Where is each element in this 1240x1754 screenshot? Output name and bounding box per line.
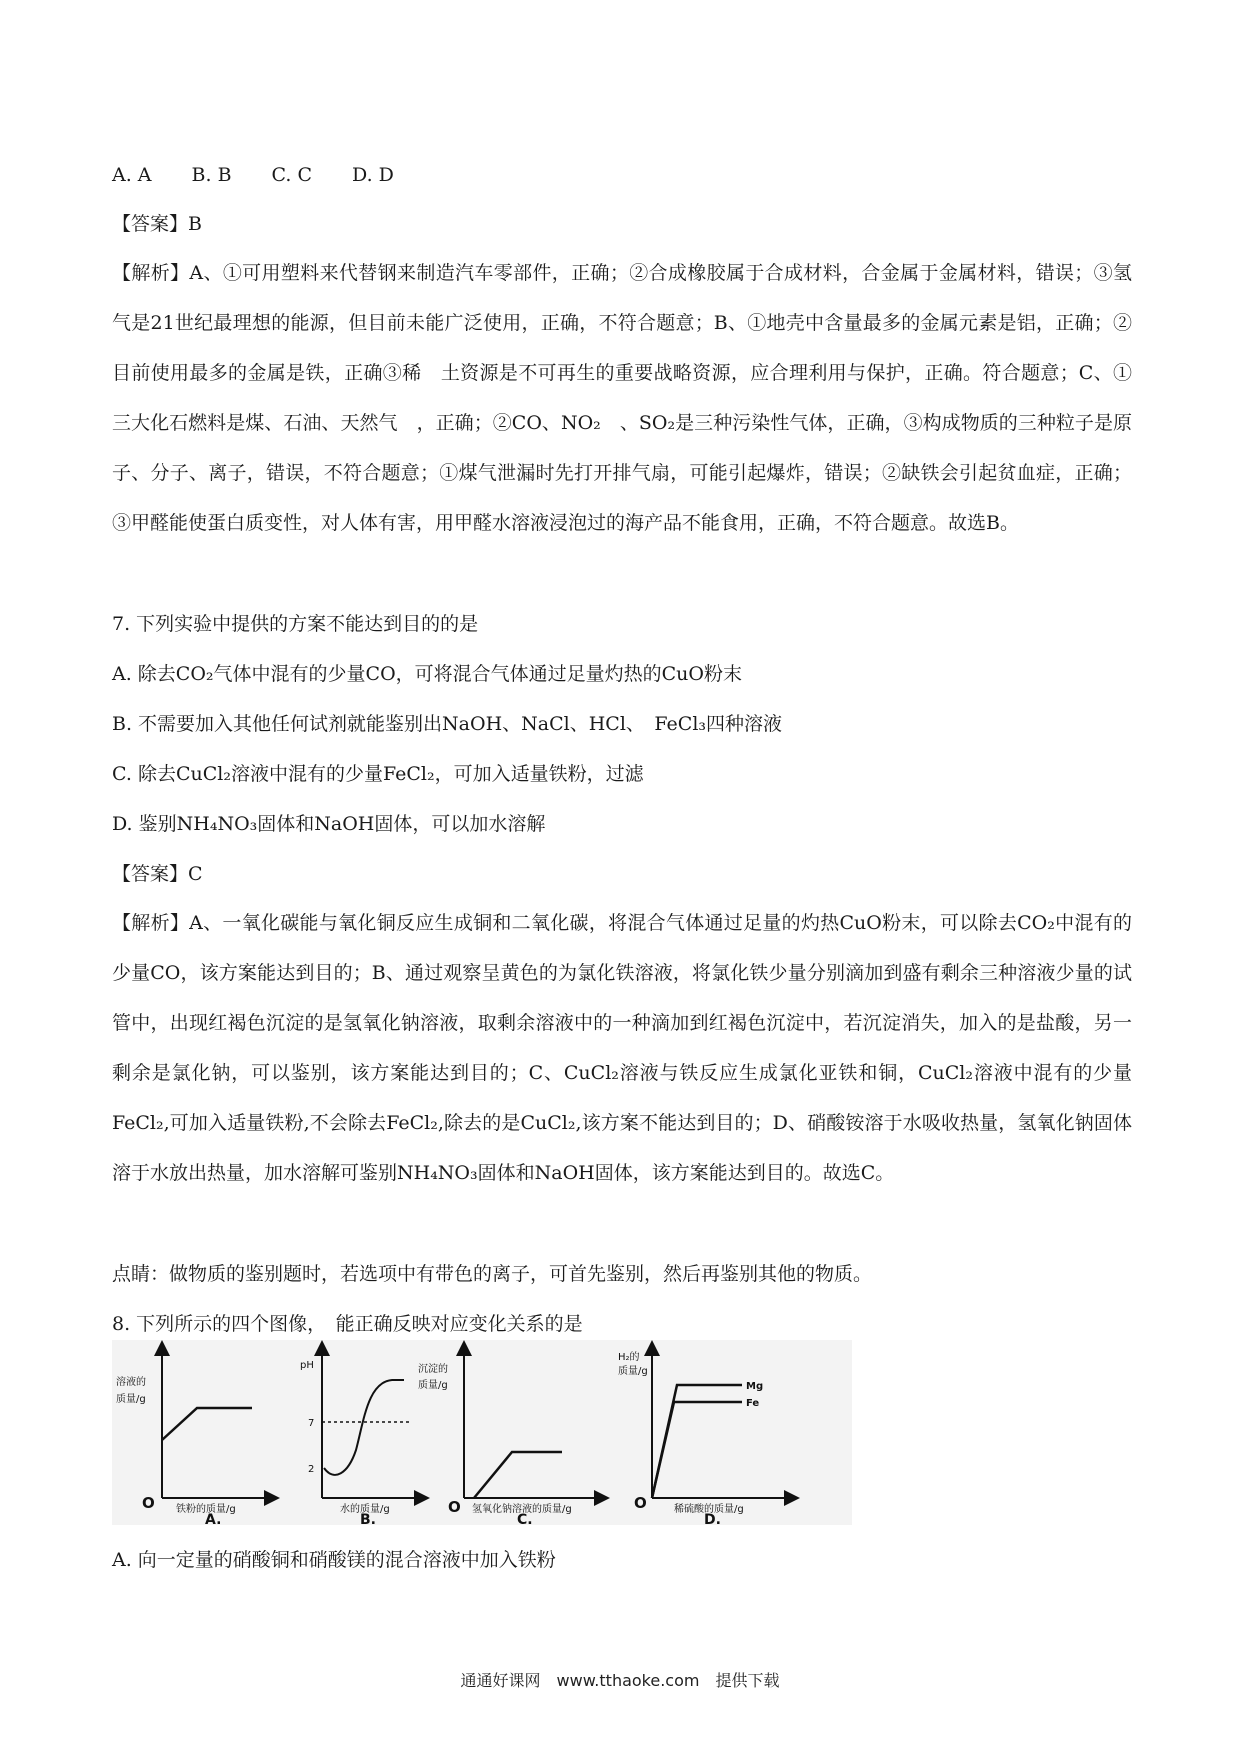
answer-6: 【答案】B	[112, 213, 202, 235]
graph-b-ylabel: pH	[300, 1360, 314, 1371]
graph-d-series-fe: Fe	[746, 1398, 760, 1409]
option-d: D. D	[352, 164, 394, 186]
graph-d	[618, 1348, 792, 1525]
question-8-option-a: A. 向一定量的硝酸铜和硝酸镁的混合溶液中加入铁粉	[112, 1549, 556, 1571]
graph-b	[300, 1348, 422, 1525]
graph-b-xlabel: 水的质量/g	[340, 1504, 390, 1515]
question-8-stem: 8. 下列所示的四个图像， 能正确反映对应变化关系的是	[112, 1313, 583, 1335]
graph-d-ylabel-1: H₂的	[618, 1352, 640, 1363]
graph-d-xlabel: 稀硫酸的质量/g	[674, 1504, 744, 1515]
graph-c-caption: C.	[517, 1512, 533, 1525]
question-7-option-d: D. 鉴别NH₄NO₃固体和NaOH固体，可以加水溶解	[112, 813, 546, 835]
graph-d-origin: O	[634, 1494, 647, 1512]
option-a: A. A	[112, 164, 152, 186]
graph-a-caption: A.	[205, 1512, 222, 1525]
graph-c-line	[474, 1452, 562, 1498]
graph-b-tick-7: 7	[308, 1418, 315, 1429]
graph-c-ylabel-2: 质量/g	[418, 1380, 448, 1391]
graph-a-ylabel-2: 质量/g	[116, 1394, 146, 1405]
page-footer: 通通好课网 www.tthaoke.com 提供下载	[460, 1671, 780, 1690]
question-7-option-b: B. 不需要加入其他任何试剂就能鉴别出NaOH、NaCl、HCl、 FeCl₃四种溶液	[112, 713, 783, 735]
graphs-figure	[112, 1340, 852, 1525]
graph-c-xlabel: 氢氧化钠溶液的质量/g	[472, 1504, 572, 1515]
graph-a-origin: O	[142, 1494, 155, 1512]
graph-d-caption: D.	[704, 1512, 721, 1525]
option-b: B. B	[191, 164, 232, 186]
graph-b-curve	[324, 1380, 404, 1475]
graph-a-xlabel: 铁粉的质量/g	[176, 1504, 236, 1515]
tip-7: 点睛：做物质的鉴别题时，若选项中有带色的离子，可首先鉴别，然后再鉴别其他的物质。	[112, 1263, 873, 1285]
question-7-option-a: A. 除去CO₂气体中混有的少量CO，可将混合气体通过足量灼热的CuO粉末	[112, 663, 742, 685]
question-7-stem: 7. 下列实验中提供的方案不能达到目的的是	[112, 613, 479, 635]
graph-d-line-fe	[652, 1402, 742, 1498]
option-c: C. C	[271, 164, 313, 186]
graph-a-ylabel-1: 溶液的	[116, 1377, 146, 1388]
graph-a	[116, 1348, 272, 1525]
question-7-option-c: C. 除去CuCl₂溶液中混有的少量FeCl₂，可加入适量铁粉，过滤	[112, 763, 644, 785]
graph-c-ylabel-1: 沉淀的	[418, 1364, 448, 1375]
graph-b-tick-2: 2	[308, 1464, 315, 1475]
graph-c-origin: O	[448, 1498, 461, 1516]
analysis-7: 【解析】A、一氧化碳能与氧化铜反应生成铜和二氧化碳，将混合气体通过足量的灼热CuO粉末，可以除去CO₂中混有的少量CO，该方案能达到目的；B、通过观察呈黄色的为氯化铁溶液，将氯化铁少量分别滴加到盛有剩余三种溶液少量的试管中，出现红褐色沉淀的是氢氧化钠溶液，取剩余溶液中的一种滴加到红褐色沉淀中，若沉淀消失，加入的是盐酸，另一剩余是氯化钠，可以鉴别，该方案能达到目的；C、CuCl₂溶液与铁反应生成氯化亚铁和铜，CuCl₂溶液中混有的少量FeCl₂,可加入适量铁粉,不会除去FeCl₂,除去的是CuCl₂,该方案不能达到目的；D、硝酸铵溶于水吸收热量，氢氧化钠固体溶于水放出热量，加水溶解可鉴别NH₄NO₃固体和NaOH固体，该方案能达到目的。故选C。	[112, 912, 1132, 1184]
graph-c	[418, 1348, 602, 1525]
graph-a-line	[162, 1408, 252, 1440]
graph-b-caption: B.	[360, 1512, 376, 1525]
analysis-6: 【解析】A、①可用塑料来代替钢来制造汽车零部件，正确；②合成橡胶属于合成材料，合金属于金属材料，错误；③氢气是21世纪最理想的能源，但目前未能广泛使用，正确，不符合题意；B、①地壳中含量最多的金属元素是铝，正确；②目前使用最多的金属是铁，正确③稀 土资源是不可再生的重要战略资源，应合理利用与保护，正确。符合题意；C、①三大化石燃料是煤、石油、天然气 ，正确；②CO、NO₂ 、SO₂是三种污染性气体，正确，③构成物质的三种粒子是原子、分子、离子，错误，不符合题意；①煤气泄漏时先打开排气扇，可能引起爆炸，错误；②缺铁会引起贫血症，正确；③甲醛能使蛋白质变性，对人体有害，用甲醛水溶液浸泡过的海产品不能食用，正确，不符合题意。故选B。	[112, 262, 1132, 534]
graph-d-ylabel-2: 质量/g	[618, 1366, 648, 1377]
graphs-svg	[112, 1340, 852, 1525]
options-row	[112, 163, 1132, 187]
graph-d-series-mg: Mg	[746, 1381, 764, 1392]
answer-7: 【答案】C	[112, 863, 203, 885]
